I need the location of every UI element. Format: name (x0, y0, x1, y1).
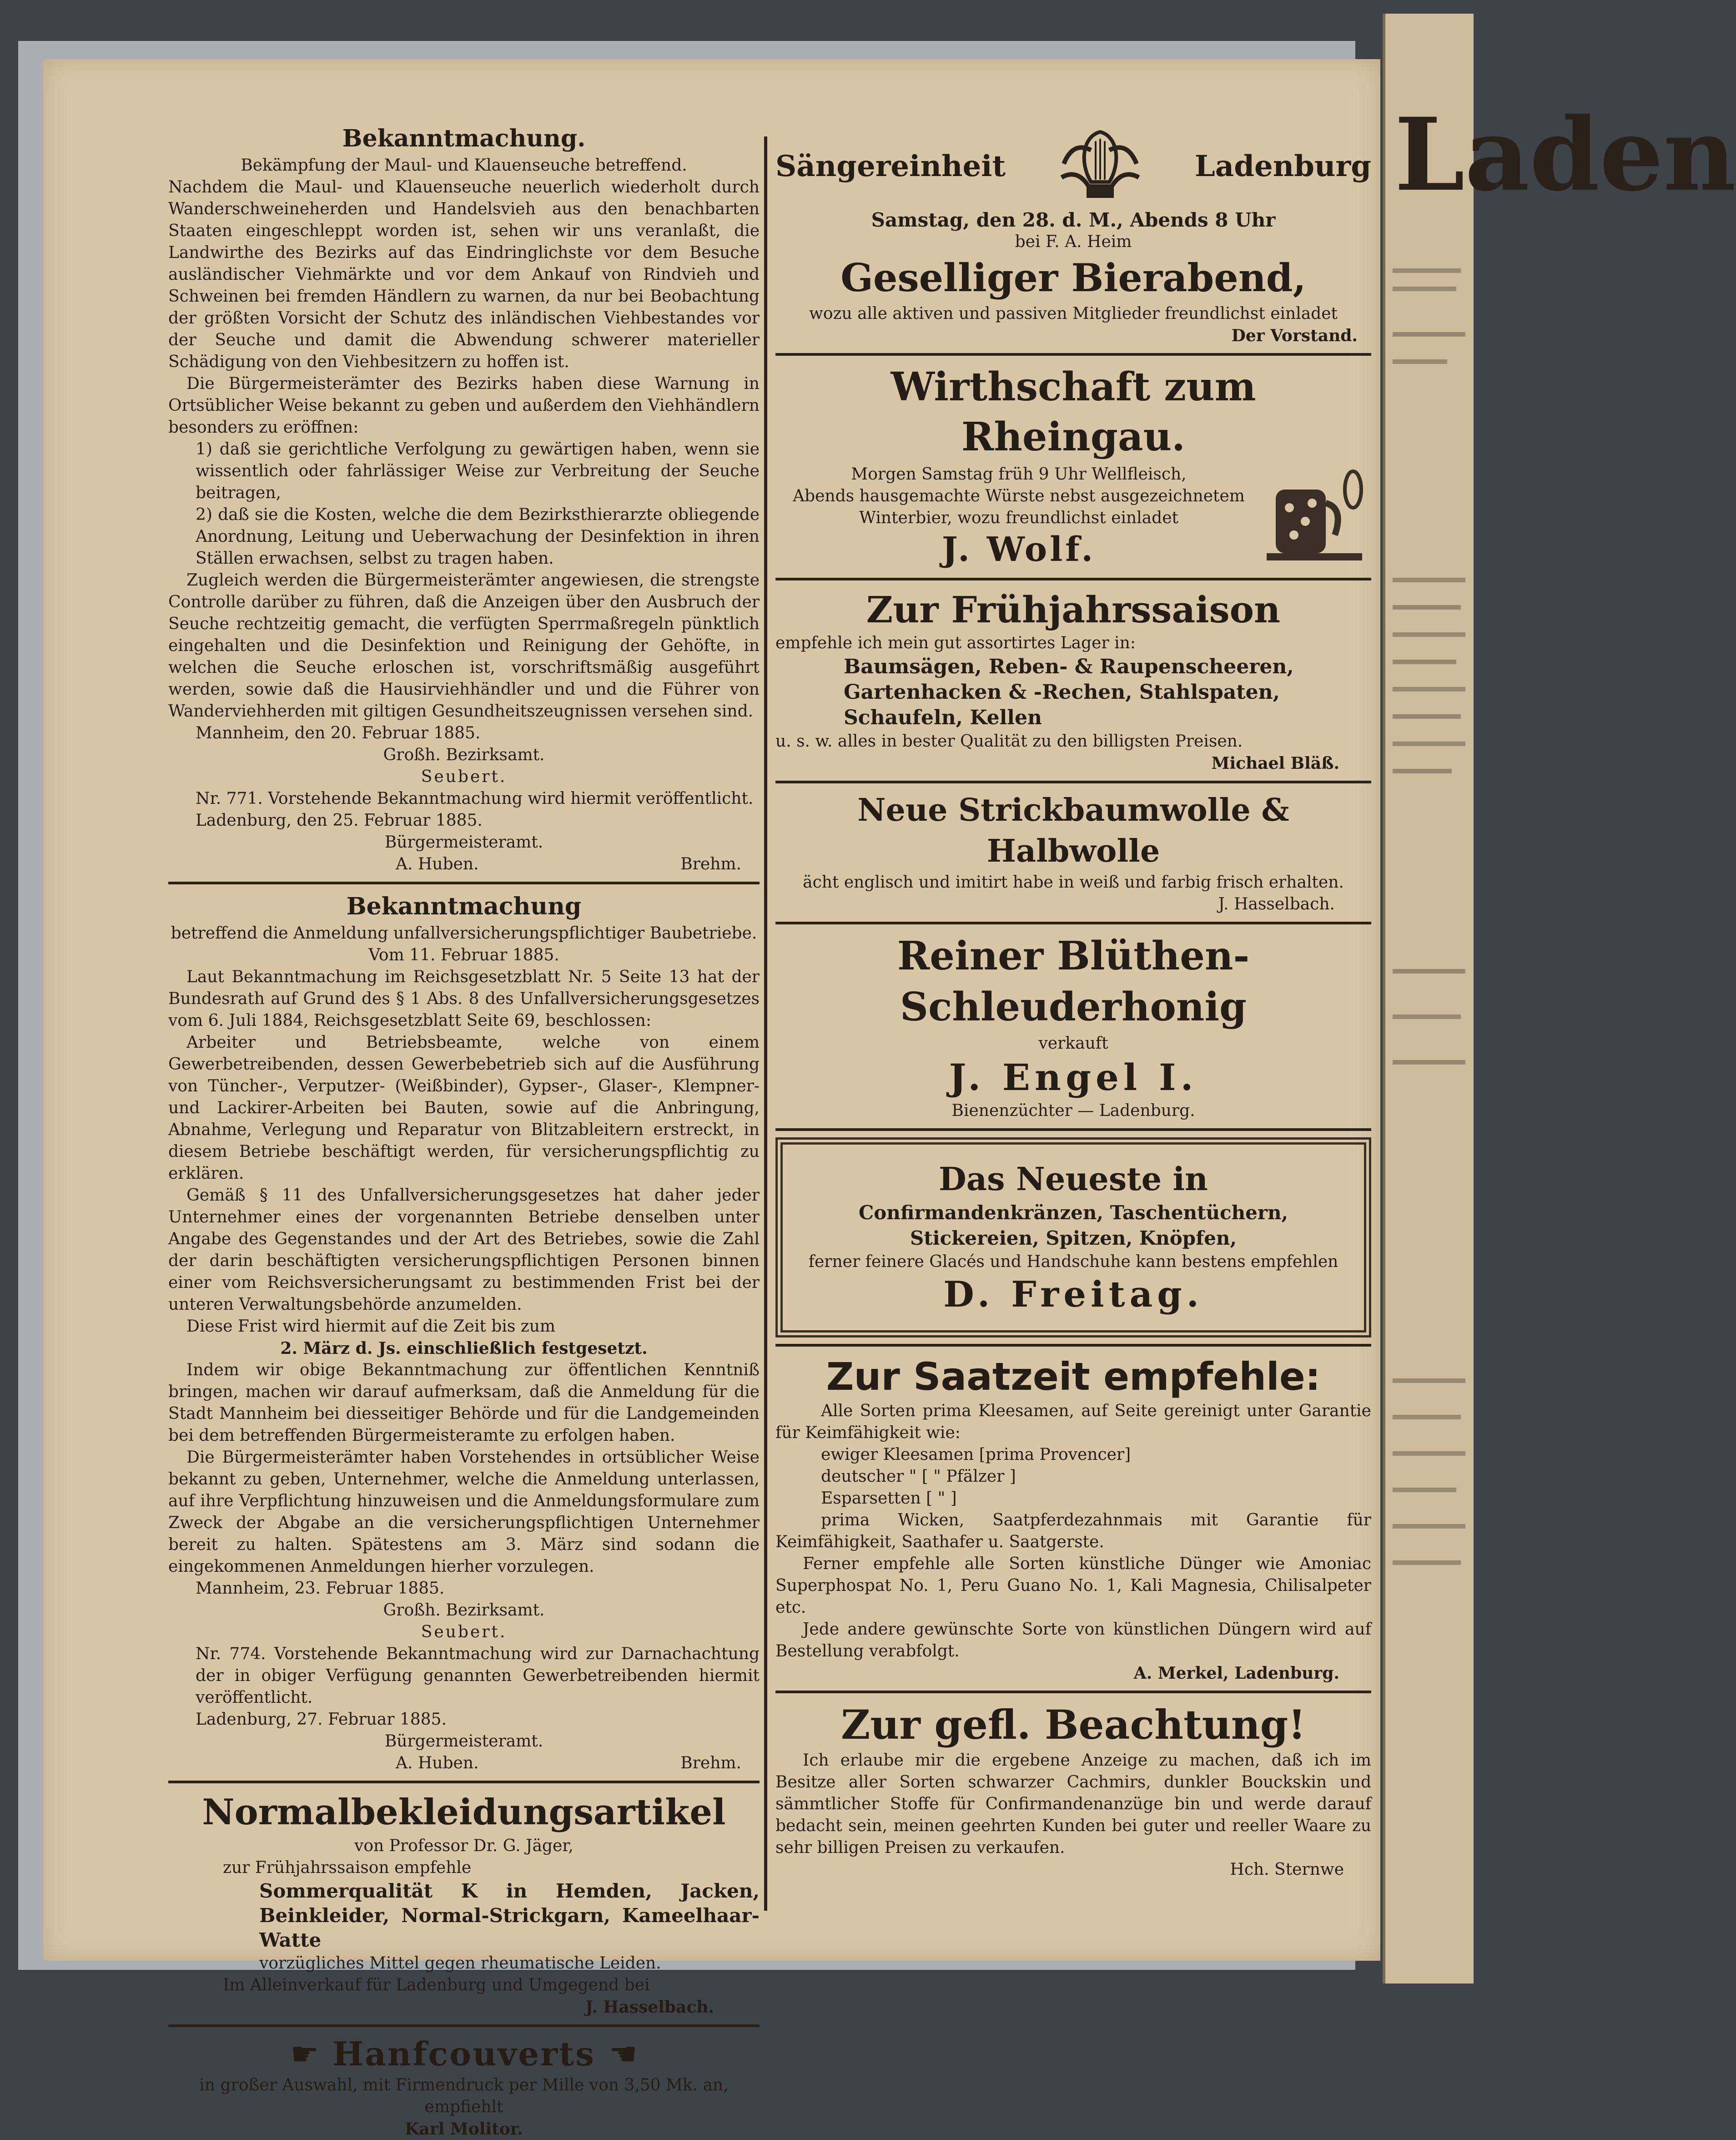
notice-office: Bürgermeisteramt. (384, 1732, 543, 1751)
ad-strickbaumwolle (775, 790, 1371, 915)
ad-line: ächt englisch und imitirt habe in weiß und farbig frisch erhalten. (803, 873, 1344, 892)
section-rule (775, 781, 1371, 783)
ad-beachtung (775, 1700, 1371, 1881)
pointing-hand-right-icon: ☛ (290, 2035, 319, 2073)
notice-title: Bekanntmachung. (342, 125, 586, 152)
notice-unfallversicherung (168, 891, 760, 1774)
ad-signer: J. Hasselbach. (1218, 895, 1335, 914)
right-column (775, 123, 1371, 1881)
notice-deadline: 2. März d. Js. einschließlich festgesetzt. (280, 1339, 648, 1358)
ad-saatzeit (775, 1353, 1371, 1684)
ad-line: Alle Sorten prima Kleesamen, auf Seite gereinigt unter Garantie für Keimfähigkeit wie: (775, 1402, 1371, 1442)
notice-paragraph: Laut Bekanntmachung im Reichsgesetzblatt Nr. 5 Seite 13 hat der Bundesrath auf Grund des § 1 Abs. 8 des Unfallversicherungsgesetzes vom 6. Juli 1884, Reichsgesetzblatt Seite 69, beschlossen: (168, 968, 760, 1030)
ad-vendor: D. Freitag. (943, 1274, 1203, 1315)
notice-date: Mannheim, den 20. Februar 1885. (196, 724, 481, 742)
notice-paragraph: Nachdem die Maul- und Klauenseuche neuerlich wiederholt durch Wanderschweineherden und Handelsvieh aus den benachbarten Staaten eingeschleppt worden ist, sehen wir uns veranlaßt, die Landwirthe des Bezirks auf das Eindringlichste vor dem Besuche ausländischer Viehmärkte und vor dem Ankauf von Rindvieh und Schweinen bei fremden Händlern zu warnen, da nur bei Beobachtung der größten Vorsicht der Schutz des inländischen Viehbestandes vor der Seuche und damit die Abwendung schwerer materieller Schädigung von den Viehbesitzern zu hoffen ist. (168, 178, 760, 371)
ad-signer: Hch. Sternwe (1230, 1860, 1344, 1879)
ad-line: verkauft (1038, 1034, 1108, 1053)
ad-title: Das Neueste in (939, 1160, 1208, 1198)
notice-date-line: Vom 11. Februar 1885. (368, 946, 559, 964)
ad-line: Im Alleinverkauf für Ladenburg und Umgegend bei (223, 1976, 650, 1994)
ad-signer: J. Wolf. (941, 530, 1096, 569)
ad-schleuderhonig (775, 931, 1371, 1122)
ad-line: zur Frühjahrssaison empfehle (223, 1858, 472, 1877)
ad-line: Samstag, den 28. d. M., Abends 8 Uhr (871, 209, 1276, 231)
pointing-hand-left-icon: ☚ (609, 2035, 638, 2073)
ad-rheingau (775, 362, 1371, 571)
ad-signer: Karl Molitor. (405, 2120, 523, 2139)
adjacent-masthead: Laden (1394, 96, 1736, 213)
notice-nr: Nr. 771. Vorstehende Bekanntmachung wird hiermit veröffentlicht. (196, 789, 754, 808)
notice-subject: betreffend die Anmeldung unfallversicherungspflichtiger Baubetriebe. (171, 924, 757, 943)
section-rule (775, 922, 1371, 924)
ad-title: Normalbekleidungsartikel (202, 1792, 726, 1833)
notice-paragraph: Diese Frist wird hiermit auf die Zeit bis zum (186, 1317, 556, 1336)
ad-title-left: Sängereinheit (775, 149, 1006, 183)
notice-paragraph: Arbeiter und Betriebsbeamte, welche von einem Gewerbetreibenden, dessen Gewerbebetrieb sich auf die Ausführung von Tüncher-, Verputzer- (Weißbinder), Gypser-, Glaser-, Klempner- und Lackirer-Arbeiten bei Bauten, sowie auf die Anbringung, Abnahme, Verlegung und Reparatur von Blitzableitern erstreckt, in diesem Betriebe beschäftigt werden, für versicherungspflichtig zu erklären. (168, 1033, 760, 1183)
ad-line: Jede andere gewünschte Sorte von künstlichen Düngern wird auf Bestellung verabfolgt. (775, 1620, 1371, 1661)
notice-paragraph: Indem wir obige Bekanntmachung zur öffentlichen Kenntniß bringen, machen wir darauf aufmerksam, daß die Anmeldung für die Stadt Mannheim bei diesseitiger Behörde und für die Landgemeinden bei dem betreffenden Bürgermeisteramte zu erfolgen haben. (168, 1361, 760, 1445)
notice-place-date: Ladenburg, 27. Februar 1885. (196, 1710, 447, 1729)
ad-line: Ich erlaube mir die ergebene Anzeige zu machen, daß ich im Besitze aller Sorten schwarzer Cachmirs, dunkler Bouckskin und sämmtlicher Stoffe für Confirmandenanzüge bin und werde darauf bedacht sein, meinen geehrten Kunden bei guter und reeller Waare zu sehr billigen Preisen zu verkaufen. (775, 1751, 1371, 1857)
notice-paragraph: Gemäß § 11 des Unfallversicherungsgesetzes hat daher jeder Unternehmer eines der vorgenannten Betriebe denselben unter Angabe des Gegenstandes und der Art des Betriebes, sowie die Zahl der darin beschäftigten versicherungspflichtigen Personen binnen einer vom Reichsversicherungsamt zu bestimmenden Frist bei der unteren Verwaltungsbehörde anzumelden. (168, 1186, 760, 1314)
section-rule (168, 1781, 760, 1783)
ad-headline: Geselliger Bierabend, (840, 255, 1306, 300)
notice-office: Bürgermeisteramt. (384, 833, 543, 852)
ad-normalbekleidung (168, 1790, 760, 2018)
ad-line: prima Wicken, Saatpferdezahnmais mit Garantie für Keimfähigkeit, Saathafer u. Saatgerste. (775, 1511, 1371, 1551)
ad-line: bei F. A. Heim (1015, 232, 1132, 251)
left-column (168, 123, 760, 2140)
ad-line: Abends hausgemachte Würste nebst ausgezeichnetem Winterbier, wozu freundlichst einladet (793, 487, 1245, 527)
column-divider (764, 136, 767, 1911)
notice-title: Bekanntmachung (346, 893, 582, 920)
ad-freitag-framed (775, 1137, 1371, 1338)
ad-line: ferner feinere Glacés und Handschuhe kann bestens empfehlen (808, 1252, 1338, 1271)
ad-line: u. s. w. alles in bester Qualität zu den billigsten Preisen. (775, 732, 1243, 751)
notice-office: Großh. Bezirksamt. (383, 1601, 545, 1620)
ad-signer: Der Vorstand. (1231, 326, 1358, 345)
adjacent-page-edge (1383, 14, 1736, 1984)
ad-line: Bienenzüchter — Ladenburg. (951, 1101, 1195, 1120)
ad-title: Zur Frühjahrssaison (866, 588, 1281, 631)
notice-signer: Seubert. (421, 767, 507, 786)
ad-hanfcouverts (168, 2034, 760, 2140)
notice-nr: Nr. 774. Vorstehende Bekanntmachung wird zur Darnachachtung der in obiger Verfügung genannten Gewerbetreibenden hiermit veröffentlicht. (196, 1645, 760, 1707)
notice-signature-left: A. Huben. (396, 1754, 479, 1772)
ad-products: Sommerqualität K in Hemden, Jacken, Beinkleider, Normal-Strickgarn, Kameelhaar-Watte (259, 1880, 760, 1951)
section-rule (775, 1128, 1371, 1131)
notice-date: Mannheim, 23. Februar 1885. (196, 1579, 445, 1598)
ad-title: Zur gefl. Beachtung! (841, 1701, 1306, 1748)
section-rule (775, 578, 1371, 580)
notice-paragraph: Die Bürgermeisterämter des Bezirks haben diese Warnung in Ortsüblicher Weise bekannt zu geben und außerdem den Viehhändlern besonders zu eröffnen: (168, 374, 760, 437)
section-rule (775, 1344, 1371, 1347)
ad-title: Wirthschaft zum Rheingau. (891, 364, 1256, 460)
notice-signature-right: Brehm. (680, 855, 741, 873)
ad-row: deutscher " [ " Pfälzer ] (821, 1467, 1016, 1486)
ad-fruehjahrssaison (775, 587, 1371, 774)
ad-line: in großer Auswahl, mit Firmendruck per Mille von 3,50 Mk. an, empfiehlt (199, 2076, 729, 2116)
notice-subject: Bekämpfung der Maul- und Klauenseuche betreffend. (241, 156, 687, 175)
notice-paragraph: Die Bürgermeisterämter haben Vorstehendes in ortsüblicher Weise bekannt zu geben, Unternehmer, welche die Anmeldung unterlassen, auf ihre Verpflichtung hinzuweisen und die Anmeldungsformulare zum Zweck der Abgabe an die versicherungspflichtigen Unternehmer bereit zu halten. Spätestens am 3. März sind sodann die eingekommenen Anmeldungen hierher vorzulegen. (168, 1448, 760, 1576)
ad-signer: Michael Bläß. (1211, 754, 1339, 773)
section-rule (168, 2024, 760, 2027)
ad-line: vorzügliches Mittel gegen rheumatische Leiden. (259, 1954, 661, 1973)
section-rule (168, 882, 760, 884)
ad-vendor: J. Engel I. (949, 1056, 1198, 1099)
notice-list-item: 2) daß sie die Kosten, welche die dem Bezirksthierarzte obliegende Anordnung, Leitung und Ueberwachung der Desinfektion in ihren Ställen erwachsen, selbst zu tragen haben. (196, 505, 760, 568)
ad-title: Neue Strickbaumwolle & Halbwolle (857, 792, 1289, 869)
ad-line: wozu alle aktiven und passiven Mitglieder freundlichst einladet (809, 304, 1338, 323)
notice-maul-klauenseuche (168, 123, 760, 875)
section-rule (775, 353, 1371, 356)
lyre-emblem-icon (1055, 123, 1146, 209)
ad-line: Ferner empfehle alle Sorten künstliche Dünger wie Amoniac Superphospat No. 1, Peru Guano No. 1, Kali Magnesia, Chilisalpeter etc. (775, 1555, 1371, 1617)
ad-row: Esparsetten [ " ] (821, 1489, 957, 1508)
notice-paragraph: Zugleich werden die Bürgermeisterämter angewiesen, die strengste Controlle darüber zu führen, daß die Anzeigen über den Ausbruch der Seuche rechtzeitig gemacht, die verfügten Sperrmaßregeln pünktlich eingehalten und die Desinfektion und Reinigung der Gehöfte, in welchen die Seuche erloschen ist, vorschriftsmäßig ausgeführt werden, sowie daß die Hausirviehhändler und und die Führer von Wanderviehherden mit giltigen Gesundheitszeugnissen versehen sind. (168, 571, 760, 721)
notice-place-date: Ladenburg, den 25. Februar 1885. (196, 811, 483, 830)
ad-title: Zur Saatzeit empfehle: (826, 1354, 1321, 1399)
section-rule (775, 1691, 1371, 1693)
notice-office: Großh. Bezirksamt. (383, 746, 545, 764)
ad-line: empfehle ich mein gut assortirtes Lager in: (775, 634, 1136, 652)
beer-mug-sausage-icon (1262, 462, 1371, 571)
ad-products: Baumsägen, Reben- & Raupenscheeren, Gartenhacken & -Rechen, Stahlspaten, Schaufeln, Kellen (844, 655, 1294, 729)
notice-signature-left: A. Huben. (396, 855, 479, 873)
ad-row: ewiger Kleesamen [prima Provencer] (821, 1445, 1131, 1464)
ad-line: von Professor Dr. G. Jäger, (354, 1837, 574, 1855)
notice-signer: Seubert. (421, 1623, 507, 1641)
ad-products: Confirmandenkränzen, Taschentüchern, Stickereien, Spitzen, Knöpfen, (858, 1201, 1288, 1249)
notice-list-item: 1) daß sie gerichtliche Verfolgung zu gewärtigen haben, wenn sie wissentlich oder fahrlässiger Weise zur Verbreitung der Seuche beitragen, (196, 440, 760, 502)
ad-title-right: Ladenburg (1194, 149, 1371, 183)
ad-saengereinheit (775, 123, 1371, 347)
ad-signer: A. Merkel, Ladenburg. (1133, 1664, 1339, 1683)
ad-title: Reiner Blüthen-Schleuderhonig (897, 933, 1250, 1030)
notice-signature-right: Brehm. (680, 1754, 741, 1772)
ad-signer: J. Hasselbach. (585, 1998, 714, 2017)
ad-line: Morgen Samstag früh 9 Uhr Wellfleisch, (851, 465, 1187, 484)
ad-title: Hanfcouverts (332, 2034, 595, 2073)
